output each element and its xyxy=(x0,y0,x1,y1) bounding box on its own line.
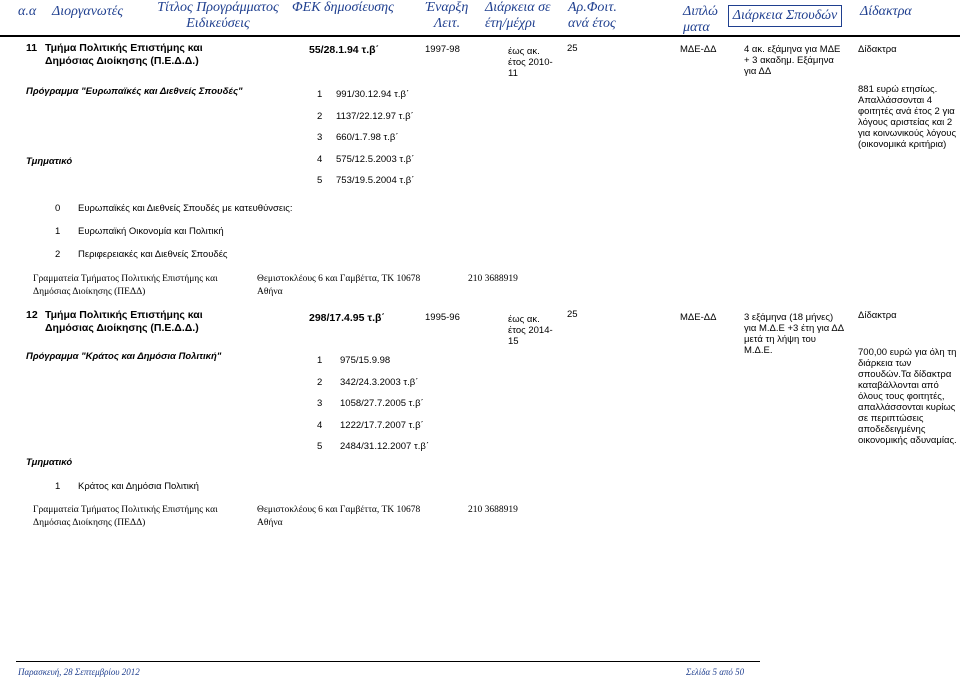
program-number: 11 xyxy=(26,42,38,54)
study-duration: 4 ακ. εξάμηνα για ΜΔΕ + 3 ακαδημ. Εξάμηνα για ΔΔ xyxy=(744,44,841,77)
start-year: 1995-96 xyxy=(425,312,460,323)
fek-item-number: 2 xyxy=(317,111,323,122)
fek-main: 55/28.1.94 τ.β΄ xyxy=(309,44,380,56)
study-duration: 3 εξάμηνα (18 μήνες) για Μ.Δ.Ε +3 έτη για ΔΔ μετά τη λήψη του Μ.Δ.Ε. xyxy=(744,312,844,356)
fees-label: Δίδακτρα xyxy=(858,310,897,321)
header-start: Έναρξη Λειτ. xyxy=(425,0,469,31)
duration: έως ακ. έτος 2014- 15 xyxy=(508,314,553,347)
fek-item-ref: 575/12.5.2003 τ.β΄ xyxy=(336,154,415,165)
header-degree: Διπλώ ματα xyxy=(683,4,718,35)
duration: έως ακ. έτος 2010- 11 xyxy=(508,46,553,79)
fees-text: 881 ευρώ ετησίως. Απαλλάσσονται 4 φοιτητές ανά έτος 2 για λόγους αριστείας και 2 για κοινωνικούς λόγους (οικονομικά κριτήρια) xyxy=(858,84,957,150)
fek-item-ref: 2484/31.12.2007 τ.β΄ xyxy=(340,441,429,452)
fek-item-ref: 660/1.7.98 τ.β΄ xyxy=(336,132,399,143)
contact-secretariat: Γραμματεία Τμήματος Πολιτικής Επιστήμης και Δημόσιας Διοίκησης (ΠΕΔΔ) xyxy=(33,505,218,528)
fek-item-number: 4 xyxy=(317,420,323,431)
fek-item-number: 1 xyxy=(317,89,323,100)
fek-item-ref: 1137/22.12.97 τ.β΄ xyxy=(336,111,414,122)
header-students: Αρ.Φοιτ. ανά έτος xyxy=(568,0,617,31)
fek-item-number: 3 xyxy=(317,398,323,409)
contact-phone: 210 3688919 xyxy=(468,505,518,515)
header-study-duration: Διάρκεια Σπουδών xyxy=(728,5,842,27)
program-unit: Τμηματικό xyxy=(26,457,73,468)
fek-item-ref: 975/15.9.98 xyxy=(340,355,391,366)
fees-text: 700,00 ευρώ για όλη τη διάρκεια των σπουδών.Τα δίδακτρα καταβάλλονται από όλους τους φοιτητές, απαλλάσσονται κυρίως σε περιπτώσεις αποδεδειγμένης οικονομικής αδυναμίας. xyxy=(858,347,957,446)
fek-item-number: 4 xyxy=(317,154,323,165)
contact-address: Θεμιστοκλέους 6 και Γαμβέττα, ΤΚ 10678 Αθήνα xyxy=(257,274,421,297)
fek-item-ref: 1058/27.7.2005 τ.β΄ xyxy=(340,398,424,409)
specialization-number: 2 xyxy=(55,249,61,260)
specialization-label: Περιφερειακές και Διεθνείς Σπουδές xyxy=(78,249,228,260)
fek-item-number: 5 xyxy=(317,441,323,452)
program-unit: Τμηματικό xyxy=(26,156,73,167)
department-name: Τμήμα Πολιτικής Επιστήμης και Δημόσιας Διοίκησης (Π.Ε.Δ.Δ.) xyxy=(45,309,203,334)
degree-type: ΜΔΕ-ΔΔ xyxy=(680,44,717,55)
students-per-year: 25 xyxy=(567,43,578,54)
fees-label: Δίδακτρα xyxy=(858,44,897,55)
specialization-label: Ευρωπαϊκή Οικονομία και Πολιτική xyxy=(78,226,224,237)
specialization-number: 0 xyxy=(55,203,61,214)
header-duration: Διάρκεια σε έτη/μέχρι xyxy=(485,0,551,31)
contact-address: Θεμιστοκλέους 6 και Γαμβέττα, ΤΚ 10678 Αθήνα xyxy=(257,505,421,528)
footer-page: Σελίδα 5 από 50 xyxy=(686,667,745,677)
fek-item-ref: 342/24.3.2003 τ.β΄ xyxy=(340,377,419,388)
fek-item-number: 1 xyxy=(317,355,323,366)
contact-phone: 210 3688919 xyxy=(468,274,518,284)
contact-secretariat: Γραμματεία Τμήματος Πολιτικής Επιστήμης και Δημόσιας Διοίκησης (ΠΕΔΔ) xyxy=(33,274,218,297)
degree-type: ΜΔΕ-ΔΔ xyxy=(680,312,717,323)
header-fek: ΦΕΚ δημοσίευσης xyxy=(292,0,394,15)
specialization-number: 1 xyxy=(55,481,61,492)
header-divider xyxy=(0,35,960,37)
fek-item-number: 3 xyxy=(317,132,323,143)
fek-item-number: 2 xyxy=(317,377,323,388)
header-fees: Δίδακτρα xyxy=(860,4,912,19)
fek-item-ref: 1222/17.7.2007 τ.β΄ xyxy=(340,420,424,431)
specialization-number: 1 xyxy=(55,226,61,237)
fek-item-ref: 753/19.5.2004 τ.β΄ xyxy=(336,175,415,186)
students-per-year: 25 xyxy=(567,309,578,320)
header-title: Τίτλος Προγράμματος Ειδικεύσεις xyxy=(157,0,279,31)
fek-main: 298/17.4.95 τ.β΄ xyxy=(309,312,385,324)
specialization-label: Ευρωπαϊκές και Διεθνείς Σπουδές με κατευθύνσεις: xyxy=(78,203,293,214)
header-institution: Διοργανωτές xyxy=(52,4,123,19)
footer-date: Παρασκευή, 28 Σεπτεμβρίου 2012 xyxy=(18,667,140,677)
header-aa: α.α xyxy=(18,4,37,19)
fek-item-number: 5 xyxy=(317,175,323,186)
program-title: Πρόγραμμα "Ευρωπαϊκές και Διεθνείς Σπουδές" xyxy=(26,86,243,97)
program-title: Πρόγραμμα "Κράτος και Δημόσια Πολιτική" xyxy=(26,351,222,362)
start-year: 1997-98 xyxy=(425,44,460,55)
fek-item-ref: 991/30.12.94 τ.β΄ xyxy=(336,89,410,100)
footer-divider xyxy=(16,661,760,662)
department-name: Τμήμα Πολιτικής Επιστήμης και Δημόσιας Διοίκησης (Π.Ε.Δ.Δ.) xyxy=(45,42,203,67)
program-number: 12 xyxy=(26,309,38,321)
specialization-label: Κράτος και Δημόσια Πολιτική xyxy=(78,481,199,492)
